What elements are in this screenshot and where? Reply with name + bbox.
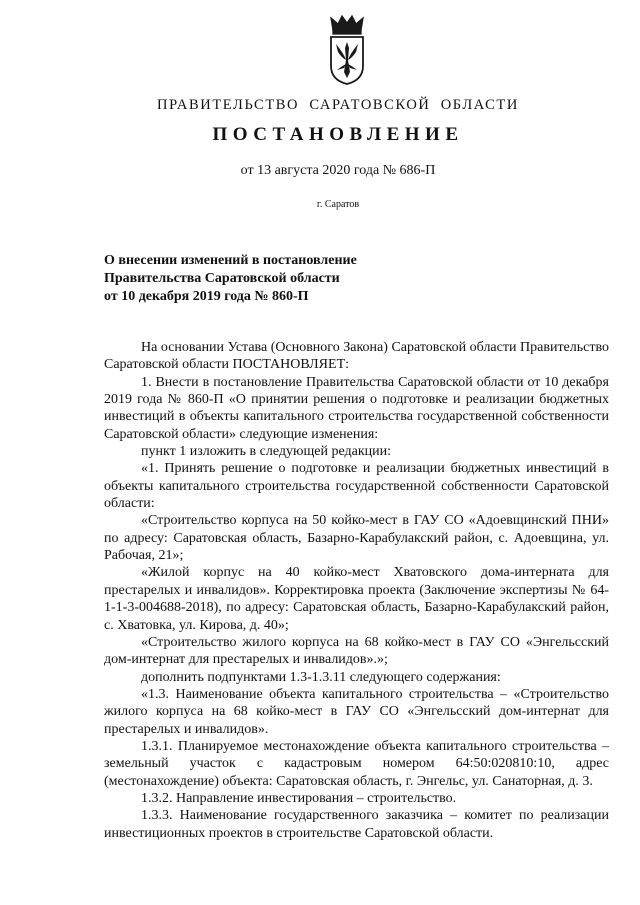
document-type: ПОСТАНОВЛЕНИЕ [212,124,464,145]
body-paragraph: «Строительство жилого корпуса на 68 койко-мест в ГАУ СО «Энгельсский дом-интернат для престарелых и инвалидов».»; [104,634,609,668]
body-paragraph: «Строительство корпуса на 50 койко-мест в ГАУ СО «Адоевщинский ПНИ» по адресу: Саратовская область, Базарно-Карабулакский район, с. Адоевщина, ул. Рабочая, 21»; [104,513,609,564]
subject-line: Правительства Саратовской области [104,271,340,286]
subject-line: от 10 декабря 2019 года № 860-П [104,289,309,304]
body-paragraph: 1.3.3. Наименование государственного заказчика – комитет по реализации инвестиционных проектов в строительстве Саратовской области. [104,808,609,841]
document-date-number: от 13 августа 2020 года № 686-П [240,163,436,178]
body-paragraph: пункт 1 изложить в следующей редакции: [141,444,391,460]
body-paragraph: 1.3.1. Планируемое местонахождение объекта капитального строительства – земельный участок с кадастровым номером 64:50:020810:10, адрес (местонахождение) объекта: Саратовская область, г. Энгельс, ул. Санаторная, д. 3. [104,738,609,789]
document-subject [104,252,504,306]
document-body [104,339,609,842]
document-city: г. Саратов [316,199,360,210]
body-paragraph: «1. Принять решение о подготовке и реализации бюджетных инвестиций в объекты капитального строительства государственной собственности Саратовской области: [104,461,609,512]
body-paragraph: 1. Внести в постановление Правительства Саратовской области от 10 декабря 2019 года № 860-П «О принятии решения о подготовке и реализации бюджетных инвестиций в объекты капитального строительства государственной собственности Саратовской области» следующие изменения: [104,374,609,442]
government-title: ПРАВИТЕЛЬСТВО САРАТОВСКОЙ ОБЛАСТИ [157,97,519,113]
body-paragraph: «1.3. Наименование объекта капитального строительства – «Строительство жилого корпуса на 68 койко-мест в ГАУ СО «Энгельсский дом-интернат для престарелых и инвалидов». [104,686,609,737]
subject-line: О внесении изменений в постановление [104,253,357,268]
body-paragraph: дополнить подпунктами 1.3-1.3.11 следующего содержания: [141,669,501,685]
saratov-coat-of-arms-icon [326,14,368,86]
body-paragraph: На основании Устава (Основного Закона) Саратовской области Правительство Саратовской области ПОСТАНОВЛЯЕТ: [104,340,609,373]
body-paragraph: 1.3.2. Направление инвестирования – строительство. [141,790,457,806]
body-paragraph: «Жилой корпус на 40 койко-мест Хватовского дома-интерната для престарелых и инвалидов». Корректировка проекта (Заключение экспертизы № 64-1-1-3-004688-2018), по адресу: Саратовская область, Базарно-Карабулакский район, с. Хватовка, ул. Кирова, д. 40»; [104,565,609,633]
